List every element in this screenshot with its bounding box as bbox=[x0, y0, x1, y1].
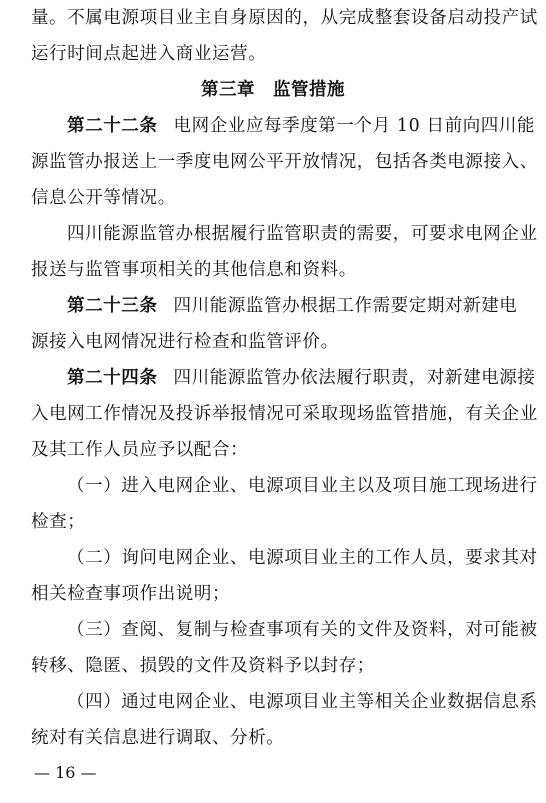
article-24-text: 四川能源监管办依法履行职责，对新建电源接 bbox=[173, 368, 536, 388]
article-22-label: 第二十二条 bbox=[67, 116, 158, 136]
article-23-first-line bbox=[67, 291, 546, 321]
text-line: 统对有关信息进行调取、分析。 bbox=[31, 728, 285, 748]
text-line: 检查； bbox=[31, 512, 86, 532]
page-number: — 16 — bbox=[34, 763, 97, 782]
text-line: 源接入电网情况进行检查和监管评价。 bbox=[31, 332, 339, 352]
text-line: 转移、隐匿、损毁的文件及资料予以封存； bbox=[31, 656, 375, 676]
article-23-text: 四川能源监管办根据工作需要定期对新建电 bbox=[173, 296, 518, 316]
text-line: 信息公开等情况。 bbox=[31, 188, 176, 208]
text-line: 相关检查事项作出说明； bbox=[31, 584, 231, 604]
article-24-label: 第二十四条 bbox=[67, 368, 158, 388]
article-23-label: 第二十三条 bbox=[67, 296, 158, 316]
article-22-first-line bbox=[67, 111, 546, 141]
text-line: 运行时间点起进入商业运营。 bbox=[31, 44, 267, 64]
text-line: 量。不属电源项目业主自身原因的，从完成整套设备启动投产试 bbox=[31, 8, 538, 28]
list-item: （四）通过电网企业、电源项目业主等相关企业数据信息系 bbox=[67, 692, 538, 712]
article-24-first-line bbox=[67, 363, 546, 393]
text-line: 入电网工作情况及投诉举报情况可采取现场监管措施，有关企业 bbox=[31, 404, 538, 424]
article-22-text: 电网企业应每季度第一个月 10 日前向四川能 bbox=[173, 116, 536, 136]
list-item: （一）进入电网企业、电源项目业主以及项目施工现场进行 bbox=[67, 476, 538, 496]
list-item: （二）询问电网企业、电源项目业主的工作人员，要求其对 bbox=[67, 548, 538, 568]
text-line: 报送与监管事项相关的其他信息和资料。 bbox=[31, 260, 357, 280]
text-line: 四川能源监管办根据履行监管职责的需要，可要求电网企业 bbox=[67, 224, 538, 244]
text-line: 及其工作人员应予以配合： bbox=[31, 440, 249, 460]
text-line: 源监管办报送上一季度电网公平开放情况，包括各类电源接入、 bbox=[31, 152, 538, 172]
list-item: （三）查阅、复制与检查事项有关的文件及资料，对可能被 bbox=[67, 620, 538, 640]
chapter-title: 第三章 监管措施 bbox=[201, 80, 345, 100]
